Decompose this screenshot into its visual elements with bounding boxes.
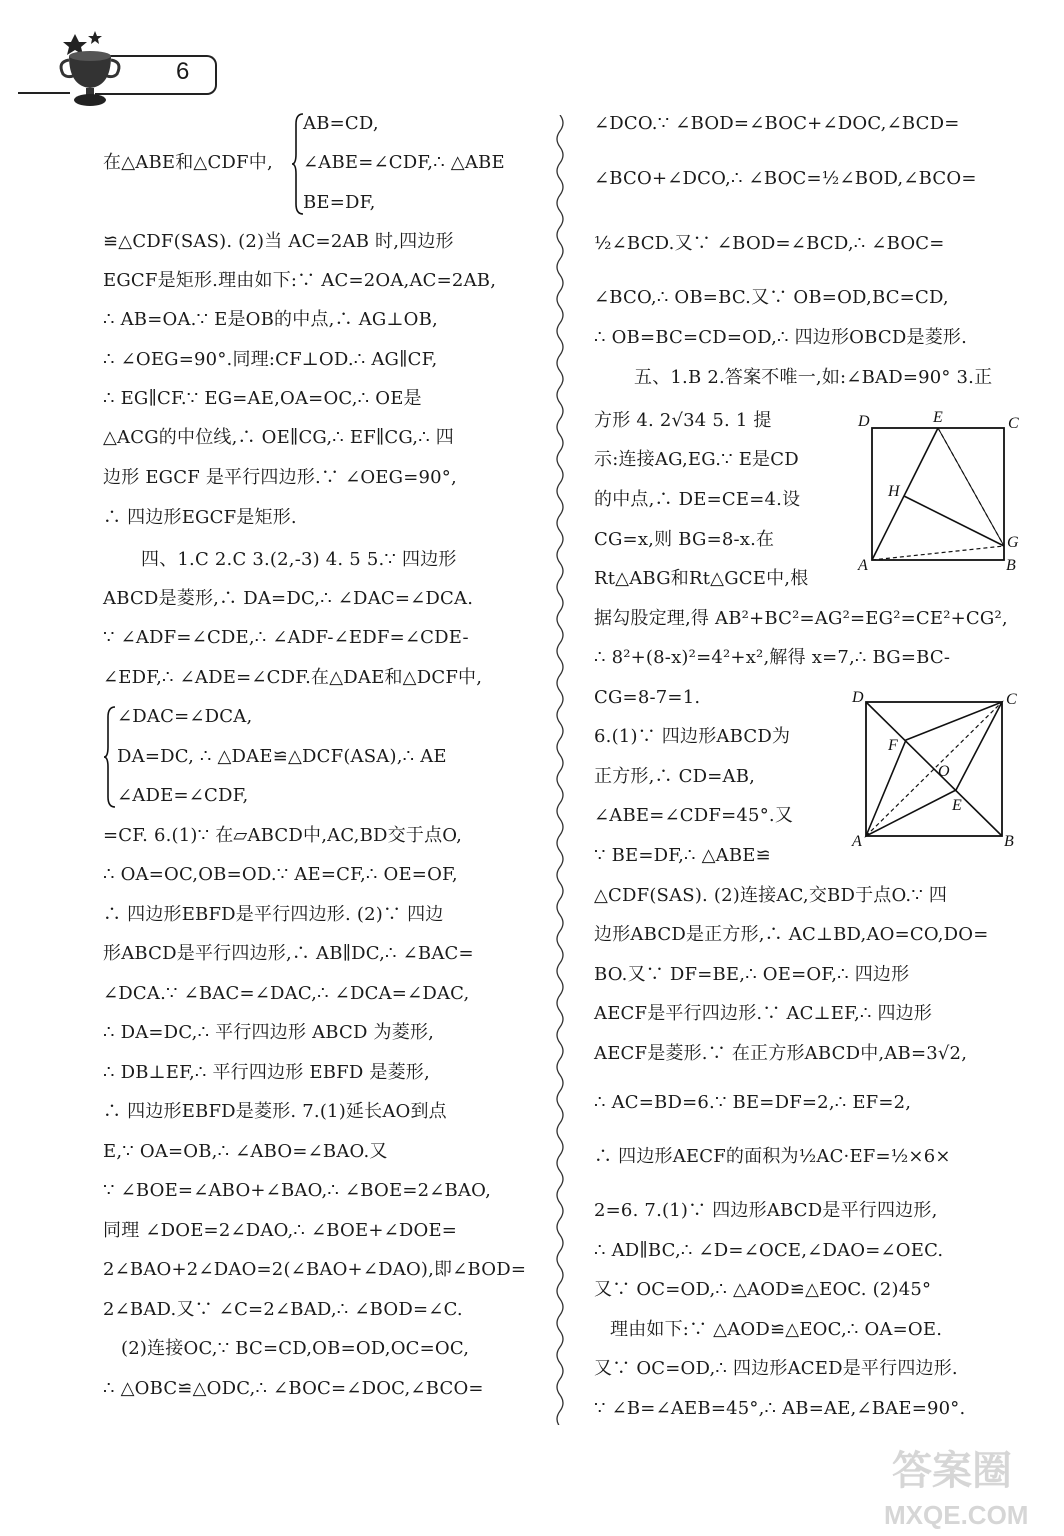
system1-prefix: 在△ABE和△CDF中, xyxy=(103,152,273,173)
vertex-label: A xyxy=(858,557,868,574)
text-line: EGCF是矩形.理由如下:∵ AC=2OA,AC=2AB, xyxy=(103,270,497,291)
text-line: 示:连接AG,EG.∵ E是CD xyxy=(594,449,799,470)
text-line: ∴ AC=BD=6.∵ BE=DF=2,∴ EF=2, xyxy=(594,1092,912,1113)
text-line: ∴ AD∥BC,∴ ∠D=∠OCE,∠DAO=∠OEC. xyxy=(594,1240,944,1261)
text-line: ∴ DB⊥EF,∴ 平行四边形 EBFD 是菱形, xyxy=(103,1062,430,1083)
text-line: CG=x,则 BG=8-x.在 xyxy=(594,529,775,550)
vertex-label: E xyxy=(952,797,962,814)
vertex-label: O xyxy=(938,763,950,780)
text-line: ∴ ∠OEG=90°.同理:CF⊥OD.∴ AG∥CF, xyxy=(103,349,438,370)
watermark-logo xyxy=(880,1440,1060,1530)
text-line: 理由如下:∵ △AOD≌△EOC,∴ OA=OE. xyxy=(610,1319,943,1340)
system1-line: ∠ABE=∠CDF,∴ △ABE xyxy=(303,152,505,173)
text-line: 2∠BAO+2∠DAO=2(∠BAO+∠DAO),即∠BOD= xyxy=(103,1259,527,1280)
system2-line: ∠DAC=∠DCA, xyxy=(117,706,253,727)
text-line: CG=8-7=1. xyxy=(594,687,701,708)
text-line: 边形 EGCF 是平行四边形.∵ ∠OEG=90°, xyxy=(103,467,457,488)
text-line: ½∠BCD.又∵ ∠BOD=∠BCD,∴ ∠BOC= xyxy=(594,233,945,254)
vertex-label: A xyxy=(852,833,862,850)
text-line: BO.又∵ DF=BE,∴ OE=OF,∴ 四边形 xyxy=(594,964,910,985)
text-line: AECF是菱形.∵ 在正方形ABCD中,AB=3√2, xyxy=(594,1043,968,1064)
text-line: ∠EDF,∴ ∠ADE=∠CDF.在△DAE和△DCF中, xyxy=(103,667,483,688)
vertex-label: F xyxy=(888,737,898,754)
text-line: ∠BCO+∠DCO,∴ ∠BOC=½∠BOD,∠BCO= xyxy=(594,168,977,189)
text-line: 五、1.B 2.答案不唯一,如:∠BAD=90° 3.正 xyxy=(634,367,993,388)
text-line: ∴ DA=DC,∴ 平行四边形 ABCD 为菱形, xyxy=(103,1022,435,1043)
text-line: ∴ 四边形AECF的面积为½AC·EF=½×6× xyxy=(594,1146,951,1167)
text-line: ∴ AB=OA.∵ E是OB的中点,∴ AG⊥OB, xyxy=(103,309,438,330)
watermark-cn: 答案圈 xyxy=(892,1448,1012,1494)
text-line: 边形ABCD是正方形,∴ AC⊥BD,AO=CO,DO= xyxy=(594,924,989,945)
text-line: 同理 ∠DOE=2∠DAO,∴ ∠BOE+∠DOE= xyxy=(103,1220,458,1241)
vertex-label: D xyxy=(858,413,870,430)
text-line: Rt△ABG和Rt△GCE中,根 xyxy=(594,568,809,589)
text-line: ∴ 四边形EBFD是平行四边形. (2)∵ 四边 xyxy=(103,904,444,925)
text-line: ∵ BE=DF,∴ △ABE≌ xyxy=(594,845,771,866)
text-line: 正方形,∴ CD=AB, xyxy=(594,766,756,787)
vertex-label: C xyxy=(1006,691,1017,708)
text-line: ∵ ∠B=∠AEB=45°,∴ AB=AE,∠BAE=90°. xyxy=(594,1398,966,1419)
text-line: ∵ ∠ADF=∠CDE,∴ ∠ADF-∠EDF=∠CDE- xyxy=(103,627,469,648)
text-line: ∴ △OBC≌△ODC,∴ ∠BOC=∠DOC,∠BCO= xyxy=(103,1378,484,1399)
text-line: 2=6. 7.(1)∵ 四边形ABCD是平行四边形, xyxy=(594,1200,938,1221)
text-line: 又∵ OC=OD,∴ △AOD≌△EOC. (2)45° xyxy=(594,1279,932,1300)
vertex-label: B xyxy=(1004,833,1014,850)
text-line: 据勾股定理,得 AB²+BC²=AG²=EG²=CE²+CG², xyxy=(594,608,1008,629)
text-line: 形ABCD是平行四边形,∴ AB∥DC,∴ ∠BAC= xyxy=(103,943,474,964)
text-line: 的中点,∴ DE=CE=4.设 xyxy=(594,489,801,510)
text-line: (2)连接OC,∵ BC=CD,OB=OD,OC=OC, xyxy=(121,1338,470,1359)
text-line: ∴ OA=OC,OB=OD.∵ AE=CF,∴ OE=OF, xyxy=(103,864,458,885)
system1-line: AB=CD, xyxy=(303,113,379,134)
text-line: 又∵ OC=OD,∴ 四边形ACED是平行四边形. xyxy=(594,1358,958,1379)
page-number: 6 xyxy=(176,58,190,85)
system2-line: ∠ADE=∠CDF, xyxy=(117,785,249,806)
text-line: 6.(1)∵ 四边形ABCD为 xyxy=(594,726,791,747)
trophy-icon xyxy=(55,28,125,108)
text-line: 四、1.C 2.C 3.(2,-3) 4. 5 5.∵ 四边形 xyxy=(141,549,457,570)
figure-square-aeg xyxy=(852,410,1032,579)
vertex-label: E xyxy=(933,409,943,426)
text-line: ∠BCO,∴ OB=BC.又∵ OB=OD,BC=CD, xyxy=(594,287,949,308)
vertex-label: B xyxy=(1006,557,1016,574)
brace-icon xyxy=(103,705,117,809)
text-line: ∴ OB=BC=CD=OD,∴ 四边形OBCD是菱形. xyxy=(594,327,968,348)
text-line: ABCD是菱形,∴ DA=DC,∴ ∠DAC=∠DCA. xyxy=(103,588,474,609)
watermark-en: MXQE.COM xyxy=(884,1500,1029,1530)
text-line: ∴ 四边形EBFD是菱形. 7.(1)延长AO到点 xyxy=(103,1101,447,1122)
text-line: 方形 4. 2√34 5. 1 提 xyxy=(594,410,772,431)
system2-line: DA=DC, ∴ △DAE≌△DCF(ASA),∴ AE xyxy=(117,746,447,767)
system1-line: BE=DF, xyxy=(303,192,376,213)
figure-square-aecf xyxy=(848,686,1028,855)
text-line: ∵ ∠BOE=∠ABO+∠BAO,∴ ∠BOE=2∠BAO, xyxy=(103,1180,491,1201)
text-line: AECF是平行四边形.∵ AC⊥EF,∴ 四边形 xyxy=(594,1003,933,1024)
text-line: △CDF(SAS). (2)连接AC,交BD于点O.∵ 四 xyxy=(594,885,948,906)
column-divider xyxy=(552,115,568,1425)
text-line: ∠DCO.∵ ∠BOD=∠BOC+∠DOC,∠BCD= xyxy=(594,113,960,134)
text-line: E,∵ OA=OB,∴ ∠ABO=∠BAO.又 xyxy=(103,1141,388,1162)
text-line: ∴ EG∥CF.∵ EG=AE,OA=OC,∴ OE是 xyxy=(103,388,422,409)
text-line: ≌△CDF(SAS). (2)当 AC=2AB 时,四边形 xyxy=(103,231,454,252)
vertex-label: H xyxy=(888,483,900,500)
vertex-label: C xyxy=(1008,415,1019,432)
text-line: =CF. 6.(1)∵ 在▱ABCD中,AC,BD交于点O, xyxy=(103,825,463,846)
vertex-label: D xyxy=(852,689,864,706)
text-line: △ACG的中位线,∴ OE∥CG,∴ EF∥CG,∴ 四 xyxy=(103,427,455,448)
text-line: ∠ABE=∠CDF=45°.又 xyxy=(594,805,794,826)
text-line: ∴ 四边形EGCF是矩形. xyxy=(103,507,297,528)
text-line: ∠DCA.∵ ∠BAC=∠DAC,∴ ∠DCA=∠DAC, xyxy=(103,983,470,1004)
vertex-label: G xyxy=(1007,534,1019,551)
text-line: ∴ 8²+(8-x)²=4²+x²,解得 x=7,∴ BG=BC- xyxy=(594,647,951,668)
text-line: 2∠BAD.又∵ ∠C=2∠BAD,∴ ∠BOD=∠C. xyxy=(103,1299,463,1320)
page-header xyxy=(0,0,260,110)
